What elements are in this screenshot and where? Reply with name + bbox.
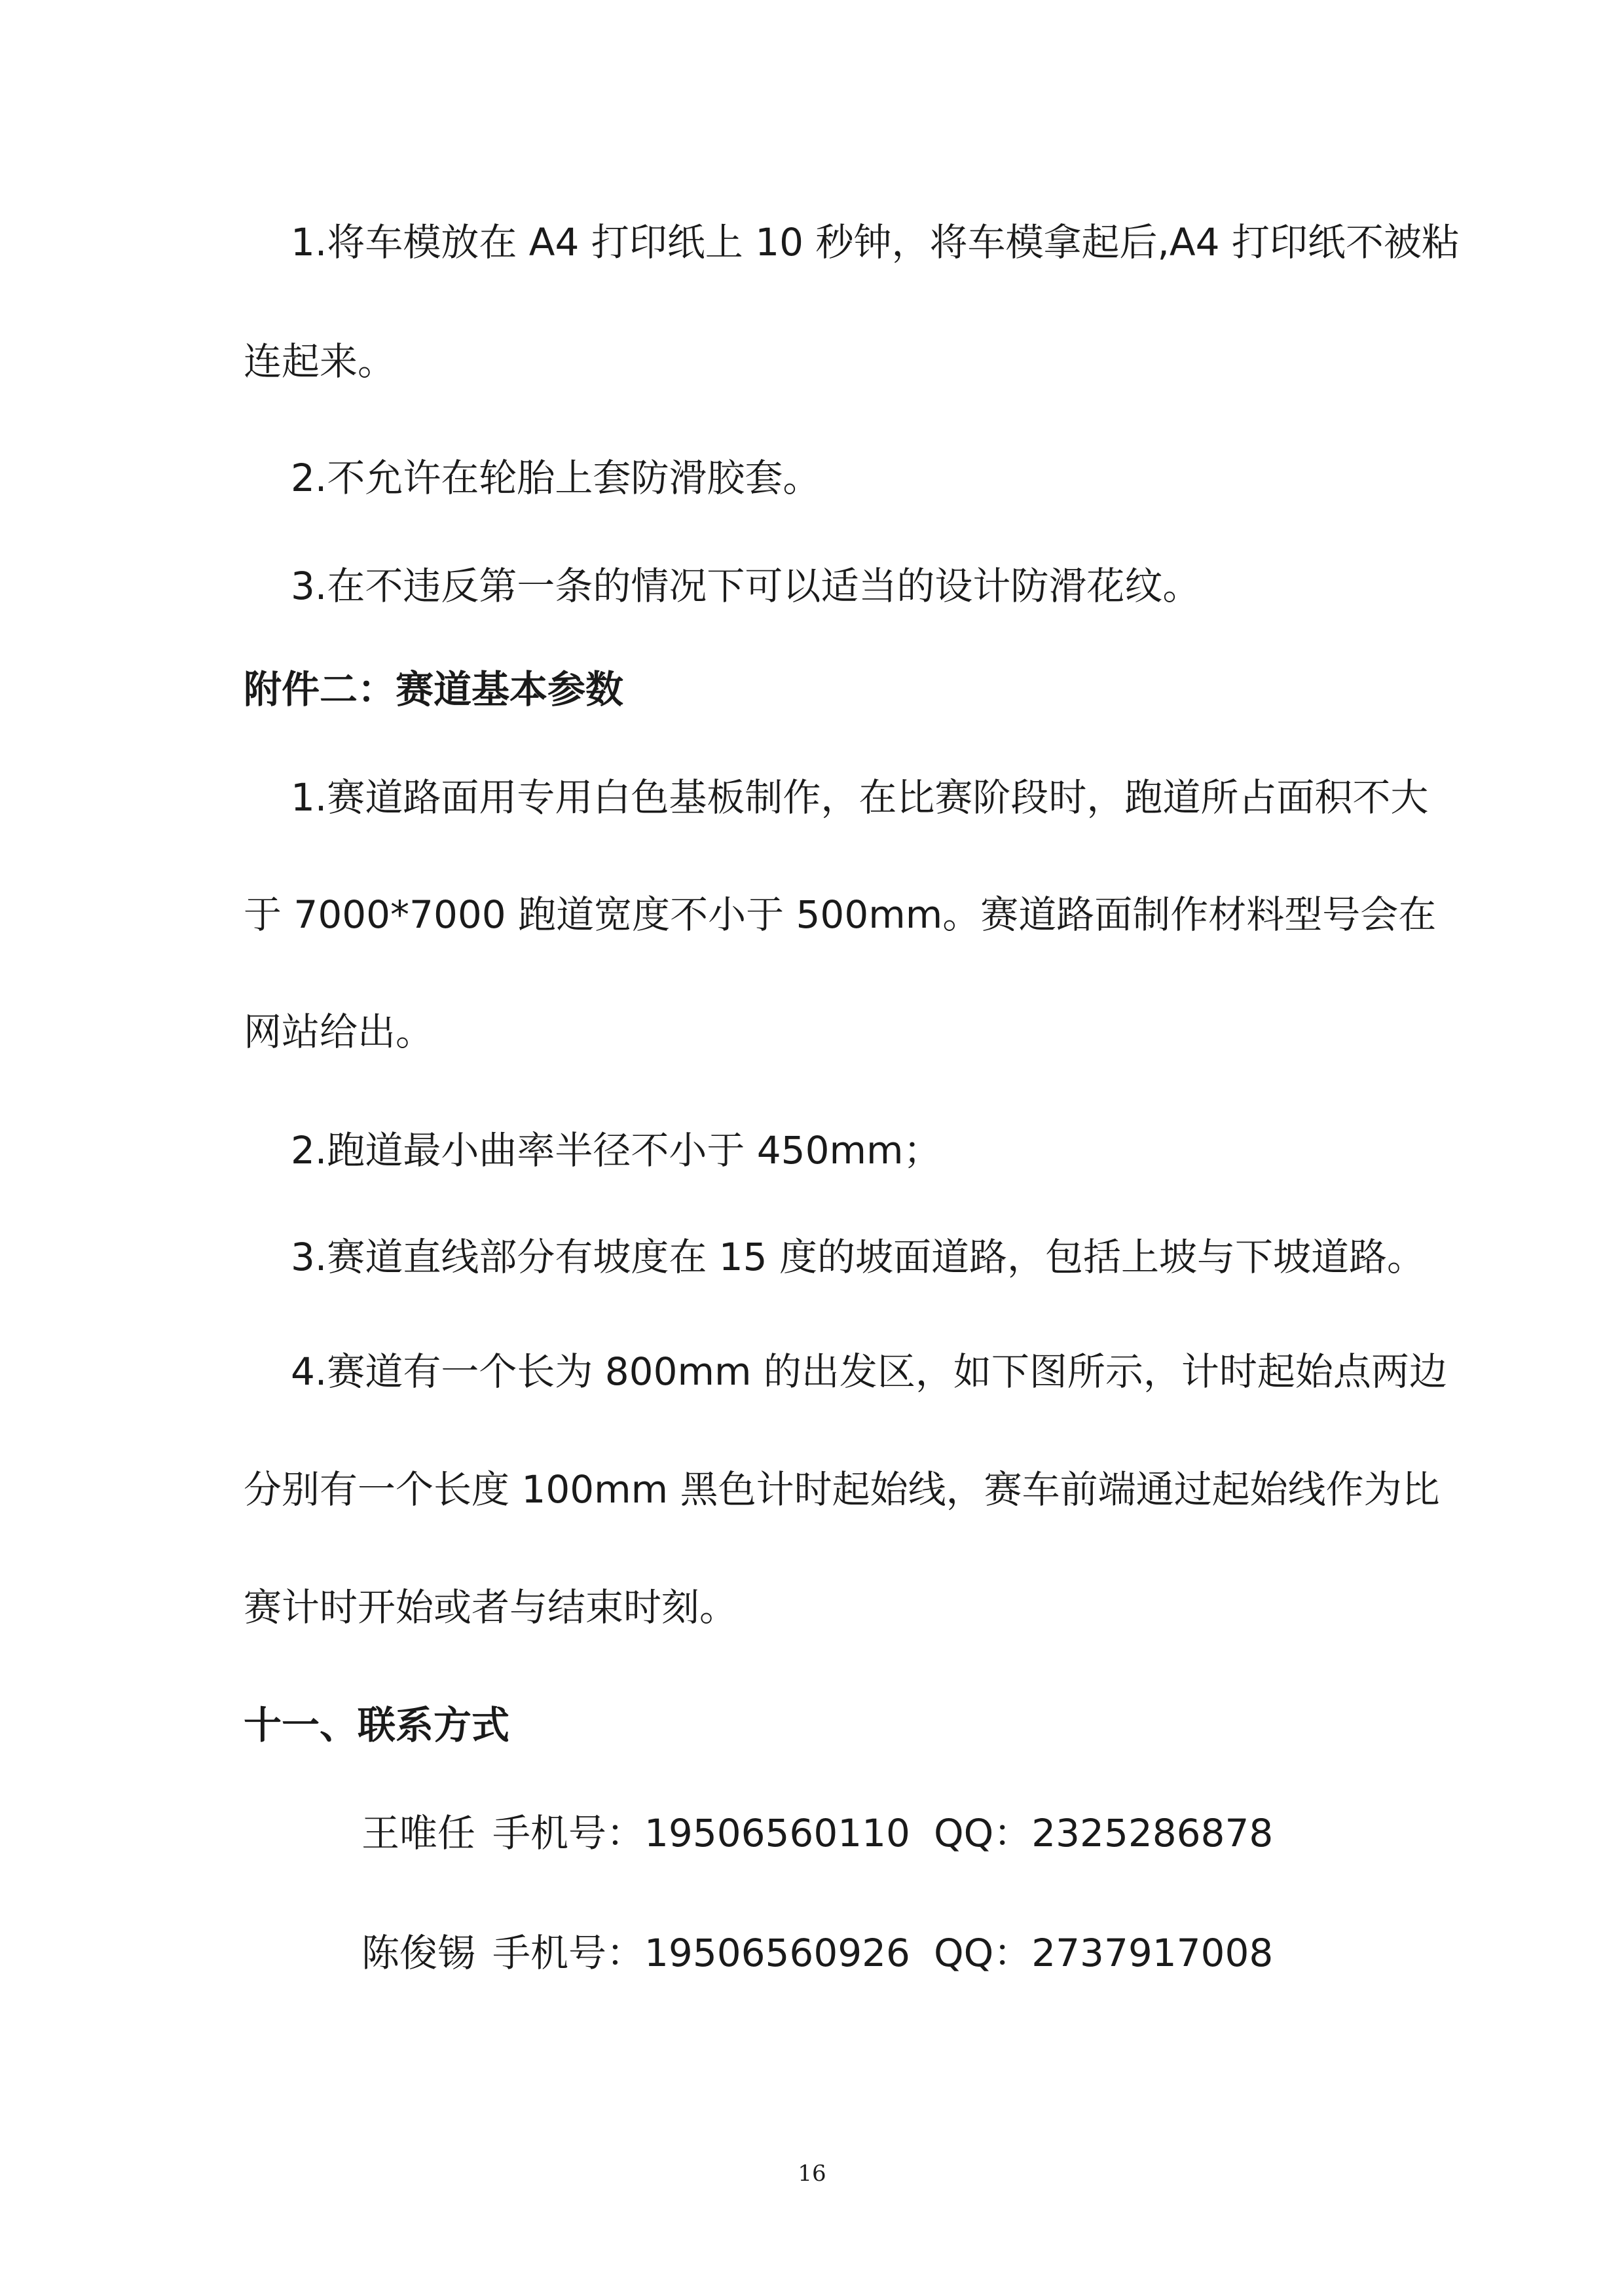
phone-number: 19506560926 [644, 1931, 910, 1975]
qq-number: 2737917008 [1031, 1931, 1274, 1975]
contact-name: 王唯任 [361, 1811, 476, 1855]
track-param-1-line-1: 1.赛道路面用专用白色基板制作，在比赛阶段时，跑道所占面积不大 [291, 775, 1429, 820]
track-param-4-line-1: 4.赛道有一个长为 800mm 的出发区，如下图所示，计时起始点两边 [291, 1349, 1447, 1394]
phone-label: 手机号： [492, 1931, 645, 1975]
contact-row [361, 1927, 1273, 1979]
contact-name: 陈俊锡 [361, 1931, 476, 1975]
phone-label: 手机号： [492, 1811, 645, 1855]
contact-row [361, 1807, 1273, 1859]
tire-rule-2: 2.不允许在轮胎上套防滑胶套。 [291, 456, 821, 500]
track-param-2: 2.跑道最小曲率半径不小于 450mm； [291, 1128, 942, 1173]
tire-rule-1-line-2: 连起来。 [244, 339, 396, 384]
qq-label: QQ： [933, 1931, 1032, 1975]
track-param-3: 3.赛道直线部分有坡度在 15 度的坡面道路，包括上坡与下坡道路。 [291, 1235, 1426, 1279]
tire-rule-3: 3.在不违反第一条的情况下可以适当的设计防滑花纹。 [291, 564, 1201, 608]
appendix-2-heading: 附件二：赛道基本参数 [244, 667, 624, 712]
qq-label: QQ： [933, 1811, 1032, 1855]
qq-number: 2325286878 [1031, 1811, 1274, 1855]
phone-number: 19506560110 [644, 1811, 910, 1855]
track-param-4-line-2: 分别有一个长度 100mm 黑色计时起始线，赛车前端通过起始线作为比 [244, 1467, 1440, 1512]
track-param-4-line-3: 赛计时开始或者与结束时刻。 [244, 1585, 738, 1630]
contact-heading: 十一、联系方式 [244, 1703, 510, 1747]
page-number: 16 [798, 2160, 826, 2187]
track-param-1-line-3: 网站给出。 [244, 1010, 434, 1054]
tire-rule-1-line-1: 1.将车模放在 A4 打印纸上 10 秒钟，将车模拿起后,A4 打印纸不被粘 [291, 220, 1460, 264]
track-param-1-line-2: 于 7000*7000 跑道宽度不小于 500mm。赛道路面制作材料型号会在 [244, 892, 1437, 937]
